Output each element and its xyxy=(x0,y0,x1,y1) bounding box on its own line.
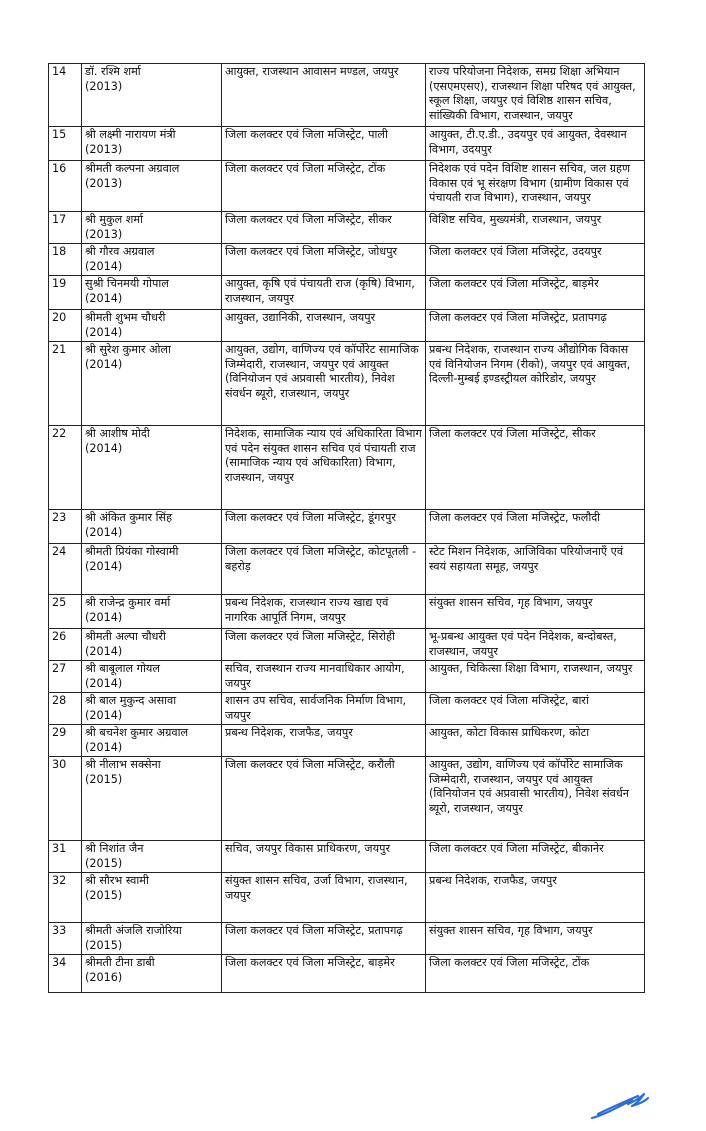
officer-name: श्रीमती कल्पना अग्रवाल xyxy=(85,162,180,175)
table-row xyxy=(49,693,645,725)
officer-batch: (2016) xyxy=(85,970,123,984)
officer-name: श्री नीलाभ सक्सेना xyxy=(85,758,161,771)
officer-cell xyxy=(82,510,222,544)
officer-cell xyxy=(82,127,222,161)
table-row xyxy=(49,64,645,127)
table-row xyxy=(49,629,645,661)
officer-cell xyxy=(82,595,222,629)
officer-name: श्री मुकुल शर्मा xyxy=(85,213,143,226)
new-post: प्रबन्ध निदेशक, राजफैड, जयपुर xyxy=(426,873,645,923)
officer-cell xyxy=(82,244,222,276)
new-post: जिला कलक्टर एवं जिला मजिस्ट्रेट, टोंक xyxy=(426,955,645,993)
new-post: जिला कलक्टर एवं जिला मजिस्ट्रेट, सीकर xyxy=(426,426,645,510)
new-post: संयुक्त शासन सचिव, गृह विभाग, जयपुर xyxy=(426,923,645,955)
new-post: भू-प्रबन्ध आयुक्त एवं पदेन निदेशक, बन्दोबस्त, राजस्थान, जयपुर xyxy=(426,629,645,661)
officer-batch: (2014) xyxy=(85,610,123,624)
officer-cell xyxy=(82,426,222,510)
officer-batch: (2015) xyxy=(85,856,123,870)
officer-name: श्रीमती अल्पा चौधरी xyxy=(85,630,166,643)
new-post: संयुक्त शासन सचिव, गृह विभाग, जयपुर xyxy=(426,595,645,629)
officer-batch: (2013) xyxy=(85,227,123,241)
officer-batch: (2014) xyxy=(85,525,123,539)
officer-batch: (2015) xyxy=(85,888,123,902)
current-post: शासन उप सचिव, सार्वजनिक निर्माण विभाग, जयपुर xyxy=(222,693,426,725)
serial-number: 26 xyxy=(49,629,82,661)
serial-number: 34 xyxy=(49,955,82,993)
current-post: आयुक्त, राजस्थान आवासन मण्डल, जयपुर xyxy=(222,64,426,127)
table-row xyxy=(49,426,645,510)
officer-name: डॉ. रश्मि शर्मा xyxy=(85,65,141,78)
officer-name: श्रीमती अंजलि राजोरिया xyxy=(85,924,182,937)
officer-name: श्री सुरेश कुमार ओला xyxy=(85,343,171,356)
table-row xyxy=(49,276,645,310)
current-post: आयुक्त, कृषि एवं पंचायती राज (कृषि) विभाग, राजस्थान, जयपुर xyxy=(222,276,426,310)
officer-batch: (2013) xyxy=(85,142,123,156)
officer-cell xyxy=(82,161,222,212)
officer-batch: (2014) xyxy=(85,559,123,573)
transfer-table-body xyxy=(49,64,645,993)
table-row xyxy=(49,725,645,757)
new-post: निदेशक एवं पदेन विशिष्ट शासन सचिव, जल ग्रहण विकास एवं भू संरक्षण विभाग (ग्रामीण विकास एवं पंचायती राज विभाग), राजस्थान, जयपुर xyxy=(426,161,645,212)
current-post: निदेशक, सामाजिक न्याय एवं अधिकारिता विभाग एवं पदेन संयुक्त शासन सचिव एवं पंचायती राज (सामाजिक न्याय एवं अधिकारिता) विभाग, राजस्थान, जयपुर xyxy=(222,426,426,510)
new-post: आयुक्त, कोटा विकास प्राधिकरण, कोटा xyxy=(426,725,645,757)
table-row xyxy=(49,244,645,276)
new-post: राज्य परियोजना निदेशक, समग्र शिक्षा अभियान (एसएमएसए), राजस्थान शिक्षा परिषद एवं आयुक्त, स्कूल शिक्षा, जयपुर एवं विशिष्ठ शासन सचिव, सांख्यिकी विभाग, राजस्थान, जयपुर xyxy=(426,64,645,127)
serial-number: 22 xyxy=(49,426,82,510)
new-post: जिला कलक्टर एवं जिला मजिस्ट्रेट, बीकानेर xyxy=(426,841,645,873)
serial-number: 28 xyxy=(49,693,82,725)
officer-name: सुश्री चिनमयी गोपाल xyxy=(85,277,169,290)
current-post: जिला कलक्टर एवं जिला मजिस्ट्रेट, जोधपुर xyxy=(222,244,426,276)
new-post: स्टेट मिशन निदेशक, आजिविका परियोजनाएँ एवं स्वयं सहायता समूह, जयपुर xyxy=(426,544,645,595)
current-post: जिला कलक्टर एवं जिला मजिस्ट्रेट, करौली xyxy=(222,757,426,841)
table-row xyxy=(49,342,645,426)
officer-batch: (2014) xyxy=(85,441,123,455)
serial-number: 15 xyxy=(49,127,82,161)
current-post: प्रबन्ध निदेशक, राजस्थान राज्य खाद्य एवं नागरिक आपूर्ति निगम, जयपुर xyxy=(222,595,426,629)
new-post: जिला कलक्टर एवं जिला मजिस्ट्रेट, बाड़मेर xyxy=(426,276,645,310)
officer-batch: (2015) xyxy=(85,938,123,952)
officer-cell xyxy=(82,276,222,310)
new-post: आयुक्त, चिकित्सा शिक्षा विभाग, राजस्थान, जयपुर xyxy=(426,661,645,693)
serial-number: 18 xyxy=(49,244,82,276)
table-row xyxy=(49,212,645,244)
officer-cell xyxy=(82,693,222,725)
officer-cell xyxy=(82,661,222,693)
serial-number: 27 xyxy=(49,661,82,693)
serial-number: 30 xyxy=(49,757,82,841)
serial-number: 21 xyxy=(49,342,82,426)
officer-cell xyxy=(82,310,222,342)
current-post: जिला कलक्टर एवं जिला मजिस्ट्रेट, बाड़मेर xyxy=(222,955,426,993)
officer-cell xyxy=(82,342,222,426)
table-row xyxy=(49,595,645,629)
table-row xyxy=(49,955,645,993)
table-row xyxy=(49,127,645,161)
officer-batch: (2014) xyxy=(85,325,123,339)
officer-name: श्री गौरव अग्रवाल xyxy=(85,245,155,258)
table-row xyxy=(49,310,645,342)
current-post: सचिव, जयपुर विकास प्राधिकरण, जयपुर xyxy=(222,841,426,873)
new-post: आयुक्त, उद्योग, वाणिज्य एवं कॉर्पोरेट सामाजिक जिम्मेदारी, राजस्थान, जयपुर एवं आयुक्त (विनियोजन एवं अप्रवासी भारतीय), निवेश संवर्धन ब्यूरो, राजस्थान, जयपुर xyxy=(426,757,645,841)
new-post: आयुक्त, टी.ए.डी., उदयपुर एवं आयुक्त, देवस्थान विभाग, उदयपुर xyxy=(426,127,645,161)
officer-name: श्री निशांत जैन xyxy=(85,842,144,855)
officer-batch: (2014) xyxy=(85,740,123,754)
officer-name: श्री राजेन्द्र कुमार वर्मा xyxy=(85,596,171,609)
officer-batch: (2014) xyxy=(85,676,123,690)
new-post: जिला कलक्टर एवं जिला मजिस्ट्रेट, फलौदी xyxy=(426,510,645,544)
serial-number: 23 xyxy=(49,510,82,544)
officer-batch: (2013) xyxy=(85,176,123,190)
officer-cell xyxy=(82,841,222,873)
officer-batch: (2015) xyxy=(85,772,123,786)
table-row xyxy=(49,873,645,923)
current-post: आयुक्त, उद्यानिकी, राजस्थान, जयपुर xyxy=(222,310,426,342)
current-post: संयुक्त शासन सचिव, उर्जा विभाग, राजस्थान, जयपुर xyxy=(222,873,426,923)
officer-cell xyxy=(82,955,222,993)
officer-name: श्रीमती शुभम चौधरी xyxy=(85,311,166,324)
signature-icon xyxy=(588,1084,652,1128)
serial-number: 25 xyxy=(49,595,82,629)
transfer-table xyxy=(48,63,645,993)
new-post: जिला कलक्टर एवं जिला मजिस्ट्रेट, बारां xyxy=(426,693,645,725)
table-row xyxy=(49,757,645,841)
table-row xyxy=(49,661,645,693)
table-row xyxy=(49,841,645,873)
officer-name: श्री आशीष मोदी xyxy=(85,427,150,440)
current-post: प्रबन्ध निदेशक, राजफैड, जयपुर xyxy=(222,725,426,757)
new-post: जिला कलक्टर एवं जिला मजिस्ट्रेट, उदयपुर xyxy=(426,244,645,276)
serial-number: 29 xyxy=(49,725,82,757)
current-post: आयुक्त, उद्योग, वाणिज्य एवं कॉर्पोरेट सामाजिक जिम्मेदारी, राजस्थान, जयपुर एवं आयुक्त (विनियोजन एवं अप्रवासी भारतीय), निवेश संवर्धन ब्यूरो, राजस्थान, जयपुर xyxy=(222,342,426,426)
officer-cell xyxy=(82,212,222,244)
serial-number: 24 xyxy=(49,544,82,595)
current-post: जिला कलक्टर एवं जिला मजिस्ट्रेट, पाली xyxy=(222,127,426,161)
current-post: जिला कलक्टर एवं जिला मजिस्ट्रेट, टोंक xyxy=(222,161,426,212)
serial-number: 31 xyxy=(49,841,82,873)
new-post: विशिष्ट सचिव, मुख्यमंत्री, राजस्थान, जयपुर xyxy=(426,212,645,244)
serial-number: 17 xyxy=(49,212,82,244)
officer-cell xyxy=(82,64,222,127)
officer-cell xyxy=(82,629,222,661)
officer-name: श्री बाल मुकुन्द असावा xyxy=(85,694,177,707)
officer-batch: (2014) xyxy=(85,259,123,273)
officer-cell xyxy=(82,923,222,955)
serial-number: 19 xyxy=(49,276,82,310)
serial-number: 20 xyxy=(49,310,82,342)
officer-name: श्री अंकित कुमार सिंह xyxy=(85,511,173,524)
current-post: जिला कलक्टर एवं जिला मजिस्ट्रेट, प्रतापगढ़ xyxy=(222,923,426,955)
current-post: जिला कलक्टर एवं जिला मजिस्ट्रेट, कोटपूतली - बहरोड़ xyxy=(222,544,426,595)
officer-name: श्री बाबूलाल गोयल xyxy=(85,662,160,675)
current-post: जिला कलक्टर एवं जिला मजिस्ट्रेट, डूंगरपुर xyxy=(222,510,426,544)
table-row xyxy=(49,544,645,595)
officer-batch: (2013) xyxy=(85,79,123,93)
officer-cell xyxy=(82,873,222,923)
current-post: जिला कलक्टर एवं जिला मजिस्ट्रेट, सीकर xyxy=(222,212,426,244)
current-post: जिला कलक्टर एवं जिला मजिस्ट्रेट, सिरोही xyxy=(222,629,426,661)
current-post: सचिव, राजस्थान राज्य मानवाधिकार आयोग, जयपुर xyxy=(222,661,426,693)
officer-name: श्री बचनेश कुमार अग्रवाल xyxy=(85,726,189,739)
officer-batch: (2014) xyxy=(85,291,123,305)
serial-number: 32 xyxy=(49,873,82,923)
officer-name: श्री लक्ष्मी नारायण मंत्री xyxy=(85,128,176,141)
officer-name: श्रीमती टीना डाबी xyxy=(85,956,155,969)
officer-cell xyxy=(82,725,222,757)
table-row xyxy=(49,510,645,544)
officer-batch: (2014) xyxy=(85,644,123,658)
officer-name: श्री सौरभ स्वामी xyxy=(85,874,149,887)
officer-cell xyxy=(82,544,222,595)
serial-number: 33 xyxy=(49,923,82,955)
table-row xyxy=(49,923,645,955)
officer-batch: (2014) xyxy=(85,357,123,371)
serial-number: 14 xyxy=(49,64,82,127)
serial-number: 16 xyxy=(49,161,82,212)
table-row xyxy=(49,161,645,212)
new-post: जिला कलक्टर एवं जिला मजिस्ट्रेट, प्रतापगढ़ xyxy=(426,310,645,342)
officer-batch: (2014) xyxy=(85,708,123,722)
new-post: प्रबन्ध निदेशक, राजस्थान राज्य औद्योगिक विकास एवं विनियोजन निगम (रीको), जयपुर एवं आयुक्त, दिल्ली-मुम्बई इण्डस्ट्रीयल कोरिडोर, जयपुर xyxy=(426,342,645,426)
officer-name: श्रीमती प्रियंका गोस्वामी xyxy=(85,545,179,558)
officer-cell xyxy=(82,757,222,841)
